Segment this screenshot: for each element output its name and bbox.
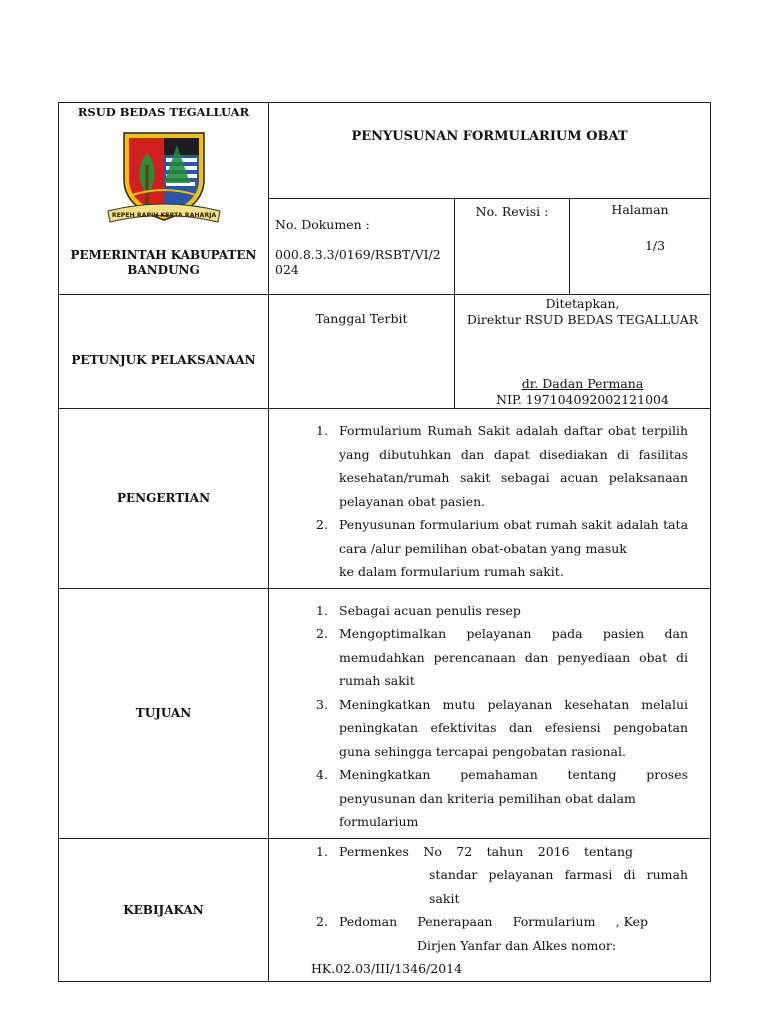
page-cell: [570, 199, 711, 295]
approval-cell: [455, 295, 711, 409]
kebijakan-label: KEBIJAKAN: [59, 838, 269, 981]
director-title: Direktur RSUD BEDAS TEGALLUAR: [466, 312, 699, 327]
procedure-label: PETUNJUK PELAKSANAAN: [59, 295, 269, 409]
director-name: dr. Dadan Permana: [521, 376, 644, 391]
kebijakan-content: [269, 838, 711, 981]
doc-number-value: 000.8.3.3/0169/RSBT/VI/2024: [275, 247, 441, 277]
list-item: 2. Mengoptimalkan pelayanan pada pasien dan memudahkan perencanaan dan penyediaan obat di rumah sakit: [316, 626, 689, 688]
list-item: 1. Sebagai acuan penulis resep: [316, 602, 521, 618]
revision-cell: [455, 199, 570, 295]
list-item: 1. Formularium Rumah Sakit adalah daftar obat terpilih yang dibutuhkan dan dapat disediakan di fasilitas kesehatan/rumah sakit sebagai acuan pelaksanaan pelayanan obat pasien.: [316, 423, 689, 509]
doc-number-cell: [269, 199, 455, 295]
director-nip: NIP. 197104092002121004: [496, 392, 669, 407]
tujuan-label: TUJUAN: [59, 588, 269, 838]
title-cell: [269, 103, 711, 199]
page-label: Halaman: [611, 202, 669, 217]
header-org-cell: [59, 103, 269, 295]
doc-number-label: No. Dokumen :: [275, 217, 370, 232]
sop-table: [58, 102, 711, 982]
list-item: 2. Penyusunan formularium obat rumah sakit adalah tata cara /alur pemilihan obat-obatan yang masuk ke dalam formularium rumah sakit.: [316, 517, 689, 579]
approval-label: Ditetapkan,: [545, 296, 620, 311]
pengertian-content: [269, 409, 711, 589]
list-item: 2. Pedoman Penerapaan Formularium , Kep Dirjen Yanfar dan Alkes nomor: HK.02.03/III/1346/2014: [311, 914, 649, 976]
org-name-top: RSUD BEDAS TEGALLUAR: [77, 105, 250, 119]
bandung-regency-logo: [59, 125, 268, 230]
page-value: 1/3: [644, 238, 666, 253]
document-title: PENYUSUNAN FORMULARIUM OBAT: [351, 129, 628, 144]
revision-label: No. Revisi :: [475, 204, 549, 219]
shield-emblem-icon: [102, 125, 226, 227]
issue-date-label: Tanggal Terbit: [269, 295, 455, 409]
list-item: 1. Permenkes No 72 tahun 2016 tentang standar pelayanan farmasi di rumah sakit: [316, 843, 689, 906]
list-item: 3. Meningkatkan mutu pelayanan kesehatan melalui peningkatan efektivitas dan efesiensi pengobatan guna sehingga tercapai pengobatan rasional.: [316, 696, 689, 759]
list-item: 4. Meningkatkan pemahaman tentang proses penyusunan dan kriteria pemilihan obat dalam formularium: [316, 767, 689, 829]
pengertian-label: PENGERTIAN: [59, 409, 269, 589]
logo-ribbon-text: REPEH RAPIH KERTA RAHARJA: [111, 212, 216, 219]
tujuan-content: [269, 588, 711, 838]
org-name-bottom: PEMERINTAH KABUPATEN BANDUNG: [70, 248, 257, 277]
